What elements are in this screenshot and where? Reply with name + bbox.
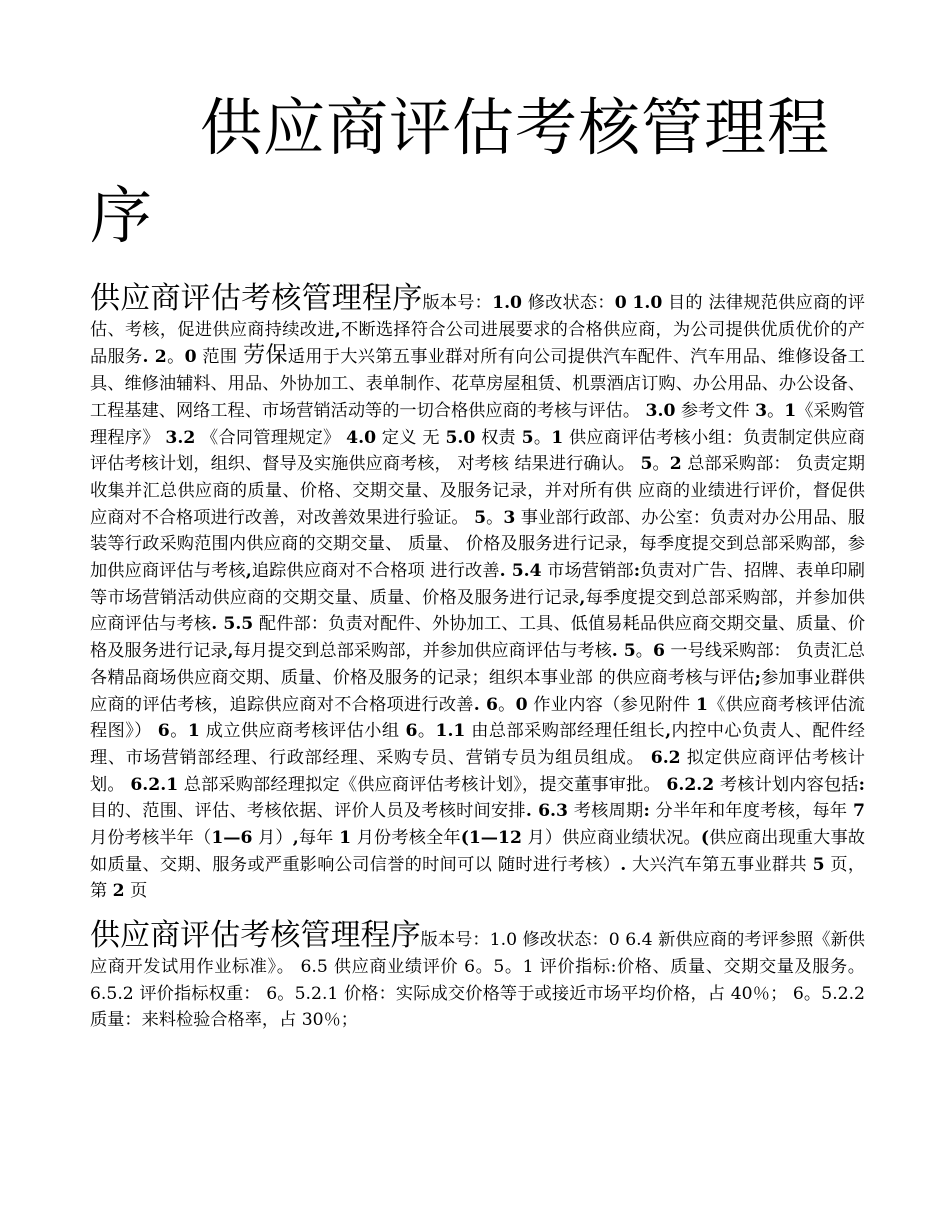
text-run: 负责对广告、招牌、表单印刷等市场营销活动供应商的交期交量、质量、价格及服务进行记录 [90,561,865,608]
text-run: 考核计划内容包括 [714,774,859,795]
text-run: 分半年和年度考核，每年 [649,801,854,822]
text-run: 月） [252,828,293,849]
text-run: 。 [169,721,188,742]
bold-text-run: , [579,587,586,608]
bold-text-run: 3.2 [165,427,196,448]
text-run: 版本号：1.0 修改状态：0 6.4 新供应商的考评参照《新供应商开发试用作业标准》。 6.5 供应商业绩评价 6。5。1 评价指标:价格、质量、交期交量及服务。 6.5.2 评价指标权重： 6。5.2.1 价格：实际成交价格等于或接近市场平均价格，占 40％； 6。5.2.2 质量：来料检验合格率，占 30％； [90,930,865,1031]
bold-text-run: 5 [521,427,534,448]
bold-text-run: 1.0 [492,293,523,313]
bold-text-run: 6 [652,641,665,662]
paragraph-body [90,293,865,901]
bold-text-run: 2 [669,454,682,475]
bold-text-run: 5 [640,454,653,475]
text-run: 定义 无 [376,427,446,448]
text-run: 作业内容（参见附件 [527,694,697,715]
text-run: 《供应商考核评估流程图》） [90,694,865,742]
text-run: 由总部采购部经理任组长 [465,721,666,742]
text-run: 每季度提交到总部采购部，并参加供应商评估与考核 [90,587,865,635]
bold-text-run: , [227,641,234,662]
bold-text-run: 1—6 [211,828,253,849]
text-run: 。 [166,347,185,368]
text-run: 内控中心负责人、配件经理、市场营销部经理、行政部经理、采购专员、营销专员为组员组成。 [90,721,865,768]
bold-text-run: ( [700,828,709,849]
text-run: 《采购管理程序》 [90,400,865,448]
text-run: 页，第 [90,854,866,902]
bold-text-run: 3.0 [645,400,676,421]
text-run: 总部采购部经理拟定《供应商评估考核计划》，提交董事审批。 [178,774,667,795]
text-run: 总部采购部： [681,454,791,475]
bold-text-run: , [334,319,341,340]
bold-text-run: , [665,721,672,742]
text-run: 。 [652,454,670,475]
bold-text-run: , [292,828,299,849]
bold-text-run: : [858,774,865,795]
text-run: 《合同管理规定》 [195,427,347,448]
text-run: 。 [497,694,516,715]
bold-text-run: 6 [157,721,170,742]
text-run: 配件部：负责对配件、外协加工、工具、低值易耗品供应商交期交量、质量、价格及服务进行记录 [90,614,866,662]
bold-text-run: 1 [551,427,564,448]
text-run: 。 [486,507,504,528]
text-run: 目的、范围、评估、考核依据、评价人员及考核时间安排 [90,801,526,822]
text-run: 考核周期 [568,801,644,822]
text-run: 月）供应商业绩状况。 [521,828,701,849]
bold-text-run: 1 [696,694,708,715]
text-run: 每年 [298,828,340,849]
text-run: 每月提交到总部采购部，并参加供应商评估与考核 [233,641,612,662]
text-run: 版本号： [422,293,493,313]
bold-text-run: 1.1 [435,721,466,742]
text-run: 供应商评估考核小组：负责制定供应商评估考核计划，组织、督导及实施供应商考核， 对考核 结果进行确认。 [90,427,865,475]
text-run: 。 [417,721,436,742]
text-run: 权责 [475,427,522,448]
text-run: 月份考核全年 [351,828,461,849]
bold-text-run: 1 [784,400,797,421]
text-run: 范围 [196,347,244,368]
text-run: 追踪供应商对不合格项 进行改善 [251,561,500,582]
text-run: 不断选择符合公司进展要求的合格供应商，为公司提供优质优价的产品服务 [90,319,865,368]
text-run: 大兴汽车第五事业群共 [626,854,813,875]
bold-text-run: 6 [405,721,418,742]
bold-text-run: 1 [187,721,200,742]
body-paragraph-2 [90,918,865,1034]
bold-text-run: 5.0 [445,427,476,448]
text-run: 供应商出现重大事故如质量、交期、服务或严重影响公司信誉的时间可以 随时进行考核） [90,828,865,875]
bold-text-run: 4.0 [346,427,377,448]
text-run: 负责定期收集并汇总供应商的质量、价格、交期交量、及服务记录，并对所有供 应商的业绩进行评价，督促供应商对不合格项进行改善，对改善效果进行验证。 [90,454,865,528]
bold-text-run: 6.2.1 [130,774,179,795]
text-run: 参加事业群供应商的评估考核，追踪供应商对不合格项进行改善 [90,667,865,715]
bold-text-run: 7 [853,801,865,822]
bold-text-run: : [633,561,641,582]
bold-text-run: . 2 [142,347,167,368]
text-run: 目的 法律规范供应商的评估、考核，促进供应商持续改进 [90,293,865,340]
bold-text-run: 5 [474,507,487,528]
document-title: 供应商评估考核管理程序 [90,91,831,252]
bold-text-run: . 6.3 [525,801,568,822]
bold-text-run: 6.2.2 [666,774,715,795]
bold-text-run: . 5 [611,641,636,662]
text-run: 事业部行政部、办公室：负责对办公用品、服装等行政采购范围内供应商的交期交量、 质量、 价格及服务进行记录，每季度提交到总部采购部，参加供应商评估与考核 [90,507,865,582]
bold-text-run: 0 [515,694,528,715]
document-page [90,0,865,1034]
text-run: 参考文件 [675,400,756,421]
text-run: 拟定供应商评估考核计划。 [90,747,865,795]
bold-text-run: . 6 [473,694,498,715]
bold-text-run: : [643,801,650,822]
bold-text-run: 2 [112,881,125,902]
text-run: 一号线采购部： 负责汇总各精品商场供应商交期、质量、价格及服务的记录；组织本事业部 的供应商考核与评估 [90,641,865,688]
text-run: 劳保 [243,343,288,369]
bold-text-run: (1—12 [460,828,522,849]
bold-text-run: 0 [184,347,197,368]
bold-text-run: 5 [812,854,825,875]
bold-text-run: . 5.4 [499,561,542,582]
text-run: 。 [767,400,785,421]
bold-text-run: 1.0 [632,293,663,313]
text-run: 。 [533,427,552,448]
section-lead-title: 供应商评估考核管理程序 [90,918,421,954]
text-run: 页 [124,881,148,902]
text-run: 修改状态： [522,293,615,313]
bold-text-run: 3 [755,400,768,421]
text-run: 成立供应商考核评估小组 [199,721,406,742]
bold-text-run: . 5.5 [211,614,254,635]
text-run: 市场营销部 [541,561,634,582]
body-paragraph-1 [90,281,866,905]
bold-text-run: , [245,561,252,582]
text-run: 月份考核半年（ [90,828,212,849]
bold-text-run: . [620,854,627,875]
bold-text-run: 0 [614,293,627,313]
bold-text-run: 1 [339,828,352,849]
text-run: 适用于大兴第五事业群对所有向公司提供汽车配件、汽车用品、维修设备工具、维修油辅料、用品、外协加工、表单制作、花草房屋租赁、机票酒店订购、办公用品、办公设备、工程基建、网络工程、市场营销活动等的一切合格供应商的考核与评估。 [90,347,865,421]
text-run: 。 [635,641,653,662]
section-lead-title: 供应商评估考核管理程序 [90,281,423,316]
bold-text-run: ; [754,667,761,688]
bold-text-run: 3 [503,507,516,528]
bold-text-run: 6.2 [650,747,681,768]
